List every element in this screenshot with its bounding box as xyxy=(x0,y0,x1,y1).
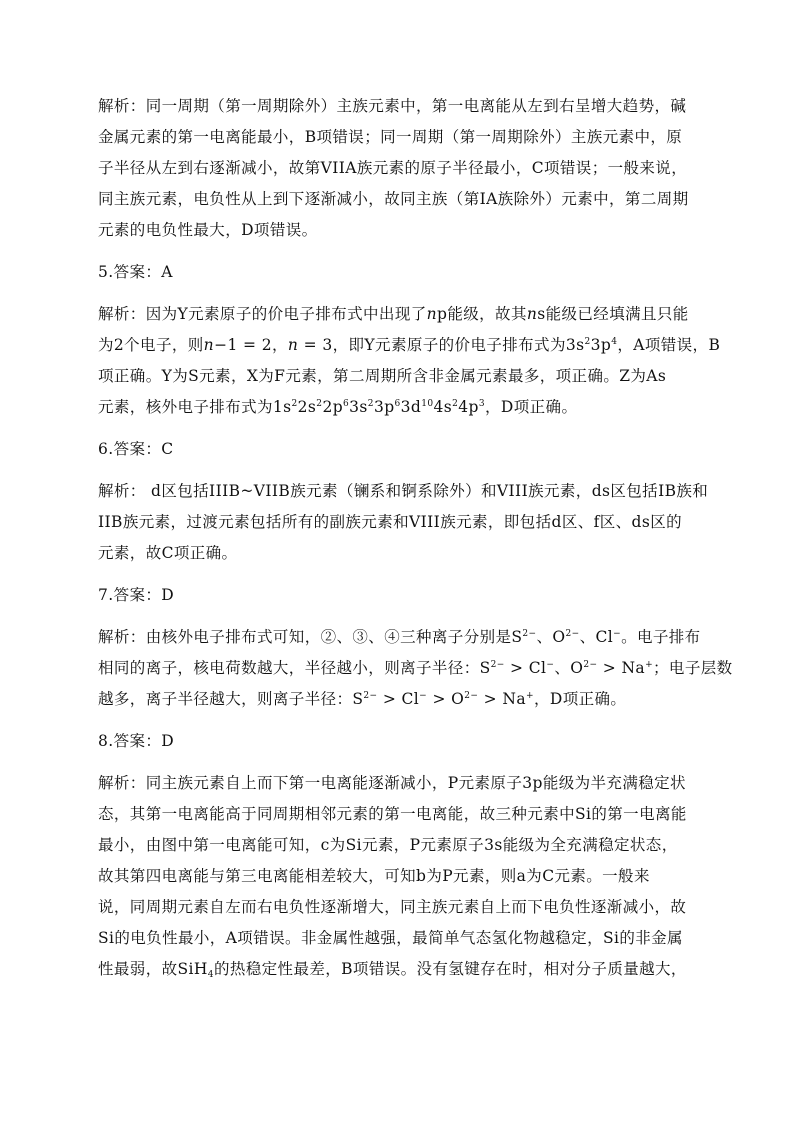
text-line: 最小，由图中第一电离能可知，c为Si元素，P元素原子3s能级为全充满稳定状态， xyxy=(98,836,678,854)
q8-explanation xyxy=(98,768,698,985)
text-line: 解析：同一周期（第一周期除外）主族元素中，第一电离能从左到右呈增大趋势，碱 xyxy=(98,97,687,115)
text-line: 越多，离子半径越大，则离子半径：$S^{2-} > Cl^- > O^{2-} > Na^+$，D项正确。 xyxy=(98,690,627,708)
text-line: 项正确。Y为S元素，X为F元素，第二周期所含非金属元素最多，项正确。Z为As xyxy=(98,367,667,385)
q5-answer: 5.答案：A xyxy=(98,263,173,281)
text-line: 元素，核外电子排布式为$1s^22s^22p^63s^23p^63d^{10}4s^24p^3$，D项正确。 xyxy=(98,398,578,416)
text-line: 元素的电负性最大，D项错误。 xyxy=(98,221,318,239)
text-line: 解析：同主族元素自上而下第一电离能逐渐减小，P元素原子3p能级为半充满稳定状 xyxy=(98,774,686,792)
text-line: 解析： d区包括IIIB~VIIB族元素（镧系和锕系除外）和VIII族元素，ds区包括IB族和 xyxy=(98,482,709,500)
q4-explanation xyxy=(98,91,698,246)
text-line: 解析：因为Y元素原子的价电子排布式中出现了np能级，故其ns能级已经填满且只能 xyxy=(98,305,689,323)
text-line: 同主族元素，电负性从上到下逐渐减小，故同主族（第IA族除外）元素中，第二周期 xyxy=(98,190,689,208)
text-line: 金属元素的第一电离能最小，B项错误；同一周期（第一周期除外）主族元素中，原 xyxy=(98,128,683,146)
text-line: 子半径从左到右逐渐减小，故第VIIA族元素的原子半径最小，C项错误；一般来说， xyxy=(98,159,688,177)
text-line: 说，同周期元素自左而右电负性逐渐增大，同主族元素自上而下电负性逐渐减小，故 xyxy=(98,898,687,916)
text-line: IIB族元素，过渡元素包括所有的副族元素和VIII族元素，即包括d区、f区、ds区的 xyxy=(98,513,683,531)
text-line: 元素，故C项正确。 xyxy=(98,544,238,562)
text-line: 相同的离子，核电荷数越大，半径越小，则离子半径：$S^{2-} > Cl^-$、$O^{2-} > Na^+$；电子层数 xyxy=(98,659,733,677)
q6-explanation xyxy=(98,476,709,569)
answer-explanations xyxy=(98,91,733,996)
text-line: Si的电负性最小，A项错误。非金属性越强，最简单气态氢化物越稳定，Si的非金属 xyxy=(98,929,683,947)
text-line: 故其第四电离能与第三电离能相差较大，可知b为P元素，则a为C元素。一般来 xyxy=(98,867,650,885)
q7-explanation xyxy=(98,622,733,715)
q5-explanation xyxy=(98,299,721,423)
text-line: 解析：由核外电子排布式可知，②、③、④三种离子分别是$S^{2-}$、$O^{2-}$、Cl−。电子排布 xyxy=(98,628,701,646)
q6-answer: 6.答案：C xyxy=(98,440,174,458)
q7-answer: 7.答案：D xyxy=(98,586,175,604)
text-line: 性最弱，故SiH$_4$的热稳定性最差，B项错误。没有氢键存在时，相对分子质量越大， xyxy=(98,960,687,980)
text-line: 为2个电子，则n−1 = 2，n = 3，即Y元素原子的价电子排布式为$3s^23p^4$，A项错误，B xyxy=(98,336,721,354)
q8-answer: 8.答案：D xyxy=(98,732,175,750)
text-line: 态，其第一电离能高于同周期相邻元素的第一电离能，故三种元素中Si的第一电离能 xyxy=(98,805,687,823)
